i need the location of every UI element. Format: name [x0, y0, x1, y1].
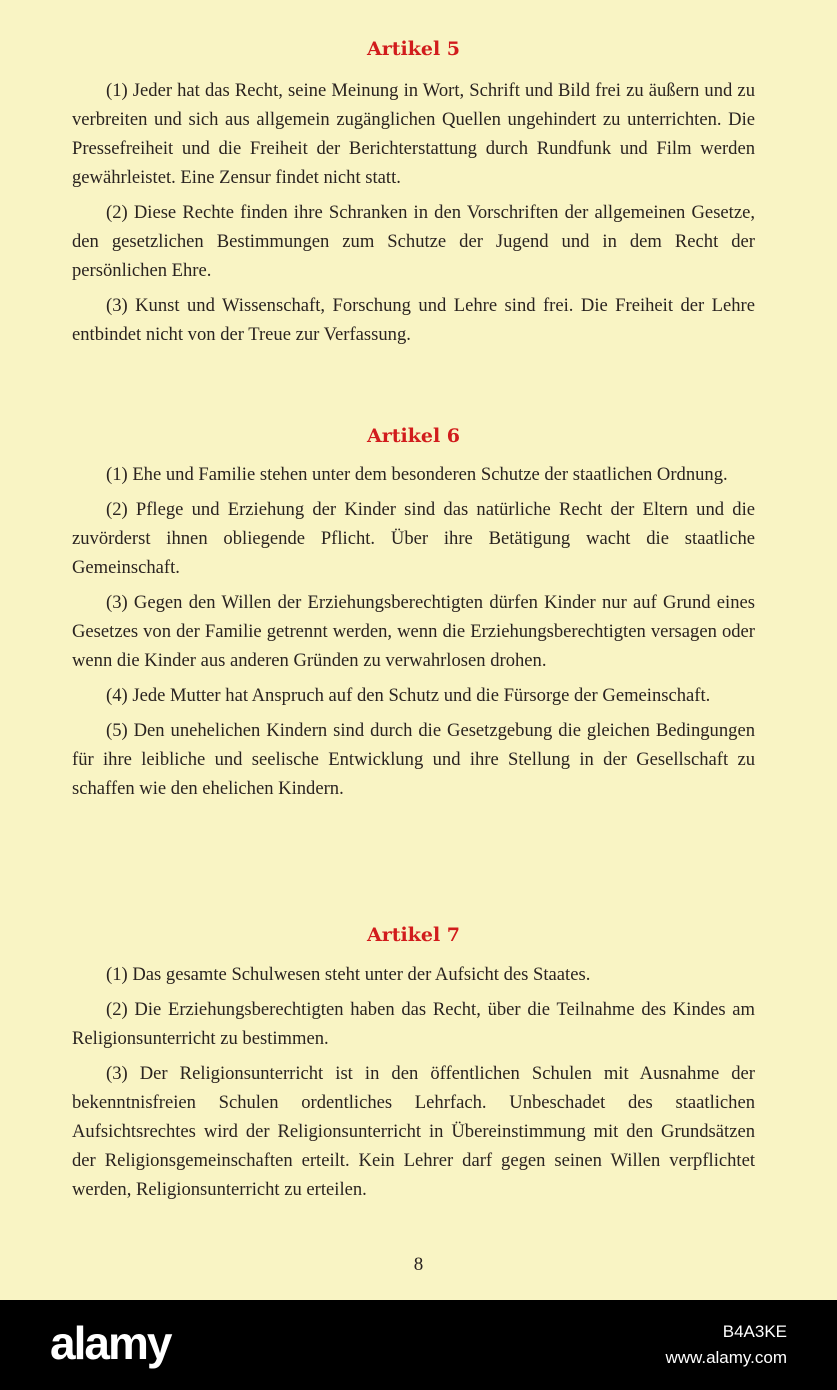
paragraph: (1) Das gesamte Schulwesen steht unter der Aufsicht des Staates. [106, 964, 591, 985]
alamy-logo: alamy [50, 1317, 171, 1369]
article-6 [72, 425, 755, 803]
paragraph: (2) Diese Rechte finden ihre Schranken in den Vorschriften der allgemeinen Gesetze, den gesetzlichen Bestimmungen zum Schutze der Jugend und in dem Recht der persönlichen Ehre. [72, 202, 755, 281]
paragraph: (2) Pflege und Erziehung der Kinder sind das natürliche Recht der Eltern und die zuvörderst ihnen obliegende Pflicht. Über ihre Betätigung wacht die staatliche Gemeinschaft. [72, 499, 755, 578]
paragraph: (5) Den unehelichen Kindern sind durch die Gesetzgebung die gleichen Bedingungen für ihre leibliche und seelische Entwicklung und ihre Stellung in der Gesellschaft zu schaffen wie den ehelichen Kindern. [72, 720, 755, 799]
paragraph: (3) Der Religionsunterricht ist in den öffentlichen Schulen mit Ausnahme der bekenntnisfreien Schulen ordentliches Lehrfach. Unbeschadet des staatlichen Aufsichtsrechtes wird der Religionsunterricht in Übereinstimmung mit den Grundsätzen der Religionsgemeinschaften erteilt. Kein Lehrer darf gegen seinen Willen verpflichtet werden, Religionsunterricht zu erteilen. [72, 1063, 755, 1200]
page-number: 8 [413, 1254, 424, 1275]
site-url: www.alamy.com [665, 1348, 787, 1367]
paragraph: (1) Ehe und Familie stehen unter dem besonderen Schutze der staatlichen Ordnung. [106, 464, 728, 485]
paragraph: (2) Die Erziehungsberechtigten haben das Recht, über die Teilnahme des Kindes am Religionsunterricht zu bestimmen. [72, 999, 755, 1049]
article-5 [72, 38, 755, 349]
article-heading: Artikel 6 [366, 425, 461, 447]
image-id: B4A3KE [722, 1322, 787, 1341]
article-heading: Artikel 7 [366, 924, 461, 946]
paragraph: (1) Jeder hat das Recht, seine Meinung in Wort, Schrift und Bild frei zu äußern und zu verbreiten und sich aus allgemein zugänglichen Quellen ungehindert zu unterrichten. Die Pressefreiheit und die Freiheit der Berichterstattung durch Rundfunk und Film werden gewährleistet. Eine Zensur findet nicht statt. [72, 80, 755, 188]
paragraph: (3) Gegen den Willen der Erziehungsberechtigten dürfen Kinder nur auf Grund eines Gesetzes von der Familie getrennt werden, wenn die Erziehungsberechtigten versagen oder wenn die Kinder aus anderen Gründen zu verwahrlosen drohen. [72, 592, 755, 671]
paragraph: (3) Kunst und Wissenschaft, Forschung und Lehre sind frei. Die Freiheit der Lehre entbindet nicht von der Treue zur Verfassung. [72, 295, 755, 345]
article-heading: Artikel 5 [366, 38, 461, 60]
paragraph: (4) Jede Mutter hat Anspruch auf den Schutz und die Fürsorge der Gemeinschaft. [106, 685, 711, 706]
article-7 [72, 924, 755, 1204]
